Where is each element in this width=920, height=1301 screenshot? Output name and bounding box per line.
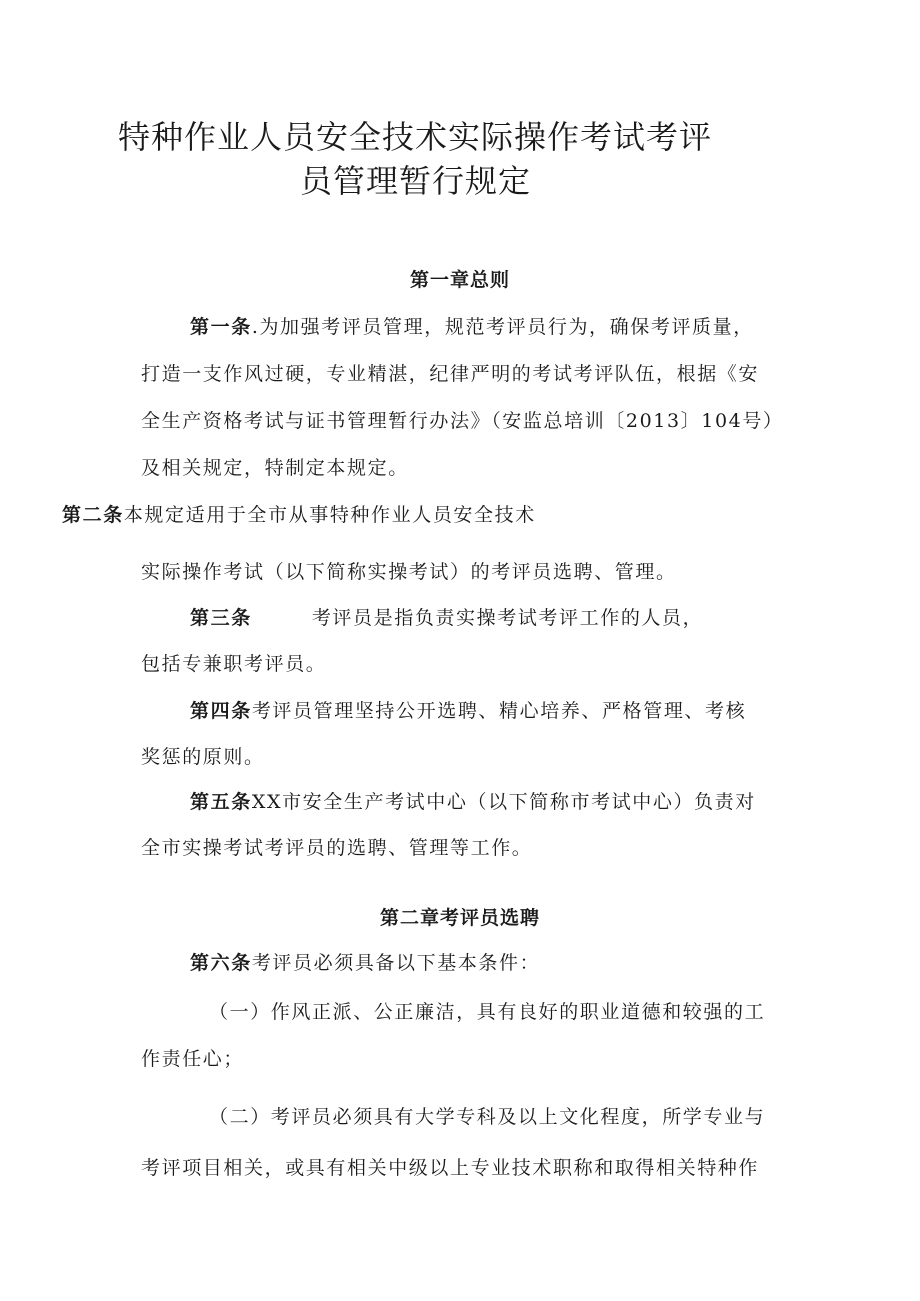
article-1-line-4: 及相关规定，特制定本规定。 (141, 457, 409, 479)
article-6-item-2-line-1: （二）考评员必须具有大学专科及以上文化程度，所学专业与 (209, 1106, 766, 1128)
article-6-line-1 (190, 948, 540, 975)
article-4-label: 第四条 (190, 700, 252, 722)
article-1-line-2: 打造一支作风过硬，专业精湛，纪律严明的考试考评队伍，根据《安 (141, 363, 760, 385)
article-6-label: 第六条 (190, 952, 252, 974)
article-5-line-1 (190, 787, 756, 814)
article-5-text: XX市安全生产考试中心（以下简称市考试中心）负责对 (251, 791, 756, 813)
article-6-item-1-line-1: （一）作风正派、公正廉洁，具有良好的职业道德和较强的工 (209, 1001, 766, 1023)
article-1-text: .为加强考评员管理，规范考评员行为，确保考评质量， (251, 316, 754, 338)
article-3-text: 考评员是指负责实操考试考评工作的人员， (311, 607, 704, 629)
article-2-label: 第二条 (62, 504, 124, 526)
article-6-text: 考评员必须具备以下基本条件： (251, 952, 541, 974)
article-4-line-2: 奖惩的原则。 (141, 746, 265, 768)
article-5-label: 第五条 (190, 791, 252, 813)
article-2-line-1 (62, 500, 536, 527)
document-title-line-1: 特种作业人员安全技术实际操作考试考评 (118, 118, 713, 156)
document-title-line-2: 员管理暂行规定 (300, 162, 532, 200)
article-1-line-3: 全生产资格考试与证书管理暂行办法》（安监总培训〔2013〕104号） (141, 410, 784, 432)
article-3-line-2: 包括专兼职考评员。 (141, 653, 327, 675)
article-6-item-2-line-2: 考评项目相关，或具有相关中级以上专业技术职称和取得相关特种作 (141, 1157, 760, 1179)
chapter-2-heading: 第二章考评员选聘 (379, 907, 540, 929)
article-3-line-1 (190, 603, 703, 630)
article-3-label: 第三条 (190, 607, 252, 629)
article-4-text: 考评员管理坚持公开选聘、精心培养、严格管理、考核 (251, 700, 747, 722)
article-2-line-2: 实际操作考试（以下简称实操考试）的考评员选聘、管理。 (141, 561, 677, 583)
article-6-item-1-line-2: 作责任心； (141, 1048, 245, 1070)
article-2-text: 本规定适用于全市从事特种作业人员安全技术 (123, 504, 536, 526)
chapter-1-heading: 第一章总则 (409, 269, 510, 291)
article-1-line-1 (190, 312, 754, 339)
article-1-label: 第一条 (190, 316, 252, 338)
article-5-line-2: 全市实操考试考评员的选聘、管理等工作。 (141, 837, 533, 859)
article-4-line-1 (190, 696, 746, 723)
